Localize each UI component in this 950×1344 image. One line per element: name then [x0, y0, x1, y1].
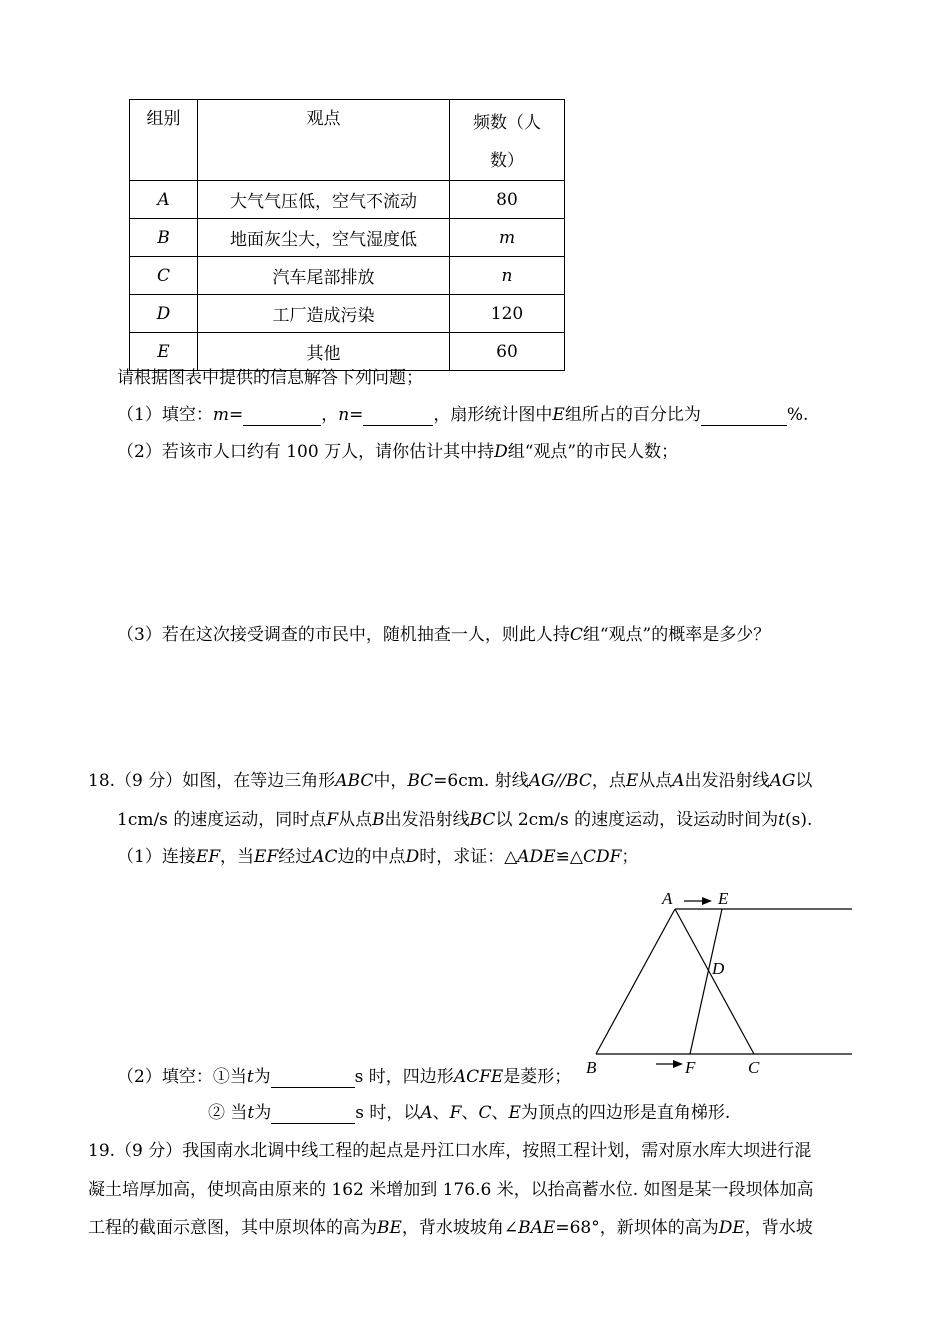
q17-part3: （3）若在这次接受调查的市民中，随机抽查一人，则此人持C组“观点”的概率是多少？: [117, 625, 771, 645]
q19-line1: 19.（9 分）我国南水北调中线工程的起点是丹江口水库，按照工程计划，需对原水库大坝进行混: [88, 1141, 812, 1161]
row-freq: n: [450, 257, 565, 295]
arrow-f-head-icon: [673, 1060, 683, 1068]
header-group: 组别: [130, 100, 198, 181]
q18-line2: 1cm/s 的速度运动，同时点F从点B出发沿射线BC以 2cm/s 的速度运动，设运动时间为t(s).: [117, 810, 813, 830]
label-f: F: [685, 1058, 696, 1077]
header-view: 观点: [198, 100, 450, 181]
label-c: C: [748, 1058, 760, 1077]
row-view: 工厂造成污染: [198, 295, 450, 333]
row-group: D: [130, 295, 198, 333]
label-d: D: [712, 959, 725, 978]
row-group: B: [130, 219, 198, 257]
q18-line1: 18.（9 分）如图，在等边三角形ABC中，BC=6cm. 射线AG//BC，点E从点A出发沿射线AG以: [88, 771, 813, 791]
row-freq: m: [450, 219, 565, 257]
label-b: B: [586, 1058, 597, 1077]
row-view: 地面灰尘大，空气湿度低: [198, 219, 450, 257]
segment-ef: [690, 909, 722, 1054]
q18-part2-a: （2）填空：①当t为 s 时，四边形ACFE是菱形；: [117, 1067, 572, 1087]
row-group: A: [130, 181, 198, 219]
row-view: 大气气压低，空气不流动: [198, 181, 450, 219]
q17-intro: 请根据图表中提供的信息解答下列问题；: [117, 368, 423, 388]
segment-ac: [675, 909, 754, 1054]
label-a: A: [662, 889, 673, 908]
row-freq: 60: [450, 333, 565, 371]
q19-line3: 工程的截面示意图，其中原坝体的高为BE，背水坡坡角∠BAE=68°，新坝体的高为DE，背水坡: [88, 1218, 813, 1238]
header-frequency: 频数（人数）: [473, 113, 541, 171]
q19-line2: 凝土培厚加高，使坝高由原来的 162 米增加到 176.6 米，以抬高蓄水位. 如图是某一段坝体加高: [88, 1180, 814, 1200]
q18-part2-b: ② 当t为 s 时，以A、F、C、E为顶点的四边形是直角梯形.: [208, 1103, 731, 1123]
row-freq: 80: [450, 181, 565, 219]
row-group: E: [130, 333, 198, 371]
row-view: 其他: [198, 333, 450, 371]
row-freq: 120: [450, 295, 565, 333]
segment-ab: [596, 909, 675, 1054]
q18-part1: （1）连接EF，当EF经过AC边的中点D时，求证：△ADE≌△CDF；: [117, 847, 639, 867]
row-view: 汽车尾部排放: [198, 257, 450, 295]
q17-part1: （1）填空：m= ，n= ，扇形统计图中E组所占的百分比为 %.: [117, 405, 809, 425]
arrow-e-head-icon: [702, 897, 712, 905]
q17-part2: （2）若该市人口约有 100 万人，请你估计其中持D组“观点”的市民人数；: [117, 442, 679, 462]
label-e: E: [718, 889, 729, 908]
row-group: C: [130, 257, 198, 295]
